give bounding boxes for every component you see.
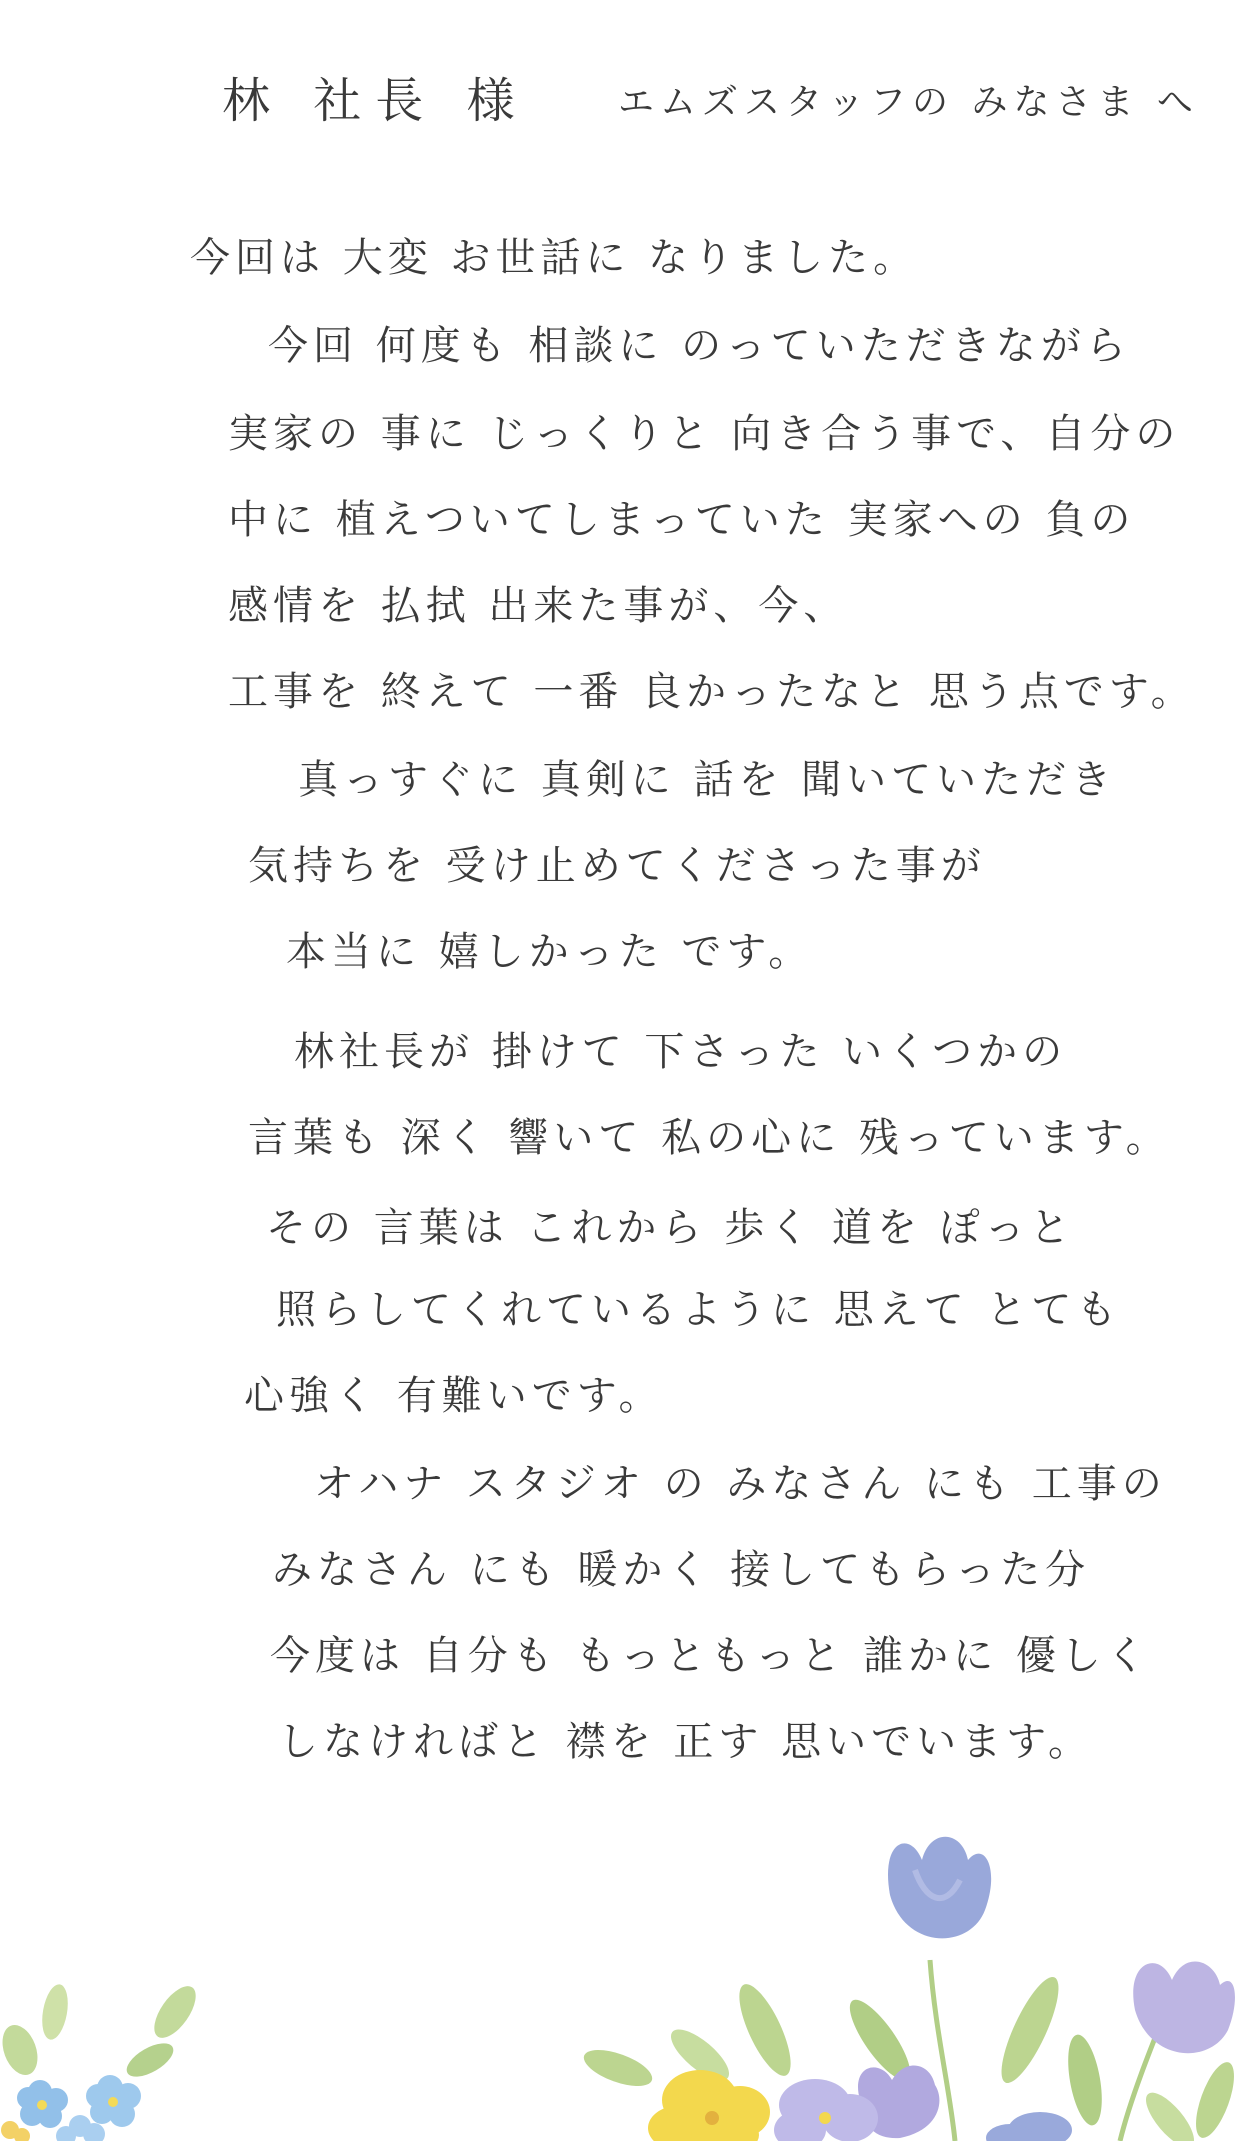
recipient-staff: エムズスタッフの みなさま へ — [618, 82, 1199, 123]
letter-line: 今度は 自分も もっともっと 誰かに 優しく — [270, 1633, 1151, 1679]
letter-line: 言葉も 深く 響いて 私の心に 残っています。 — [248, 1115, 1171, 1161]
letter-line: 感情を 払拭 出来た事が、今、 — [228, 583, 849, 629]
recipient-name: 林 社長 様 — [222, 73, 529, 129]
letter-line: 実家の 事に じっくりと 向き合う事で、自分の — [228, 411, 1181, 457]
letter-line: 真っすぐに 真剣に 話を 聞いていただき — [298, 757, 1117, 803]
letter-line: 心強く 有難いです。 — [244, 1373, 664, 1419]
letter-line: しなければと 襟を 正す 思いでいます。 — [278, 1719, 1093, 1765]
watercolor-flowers — [0, 1800, 1240, 2141]
letter-line: みなさん にも 暖かく 接してもらった分 — [272, 1547, 1091, 1593]
letter-line: 林社長が 掛けて 下さった いくつかの — [294, 1029, 1068, 1075]
salutation — [0, 62, 1240, 132]
forget-me-not-cluster — [0, 1979, 204, 2141]
letter-line: 今回は 大変 お世話に なりました。 — [190, 235, 919, 281]
letter-line: 中に 植えついてしまっていた 実家への 負の — [228, 497, 1136, 543]
letter-line: 気持ちを 受け止めてくださった事が — [248, 843, 986, 889]
letter-line: オハナ スタジオ の みなさん にも 工事の — [314, 1461, 1167, 1507]
letter-line: 照らしてくれているように 思えて とても — [276, 1287, 1122, 1333]
letter-line: 本当に 嬉しかった です。 — [286, 929, 814, 975]
letter-line: 今回 何度も 相談に のっていただきながら — [268, 323, 1131, 369]
tulip-bouquet — [579, 1837, 1240, 2141]
letter-line: 工事を 終えて 一番 良かったなと 思う点です。 — [228, 669, 1196, 715]
letter-line: その 言葉は これから 歩く 道を ぽっと — [266, 1205, 1075, 1251]
